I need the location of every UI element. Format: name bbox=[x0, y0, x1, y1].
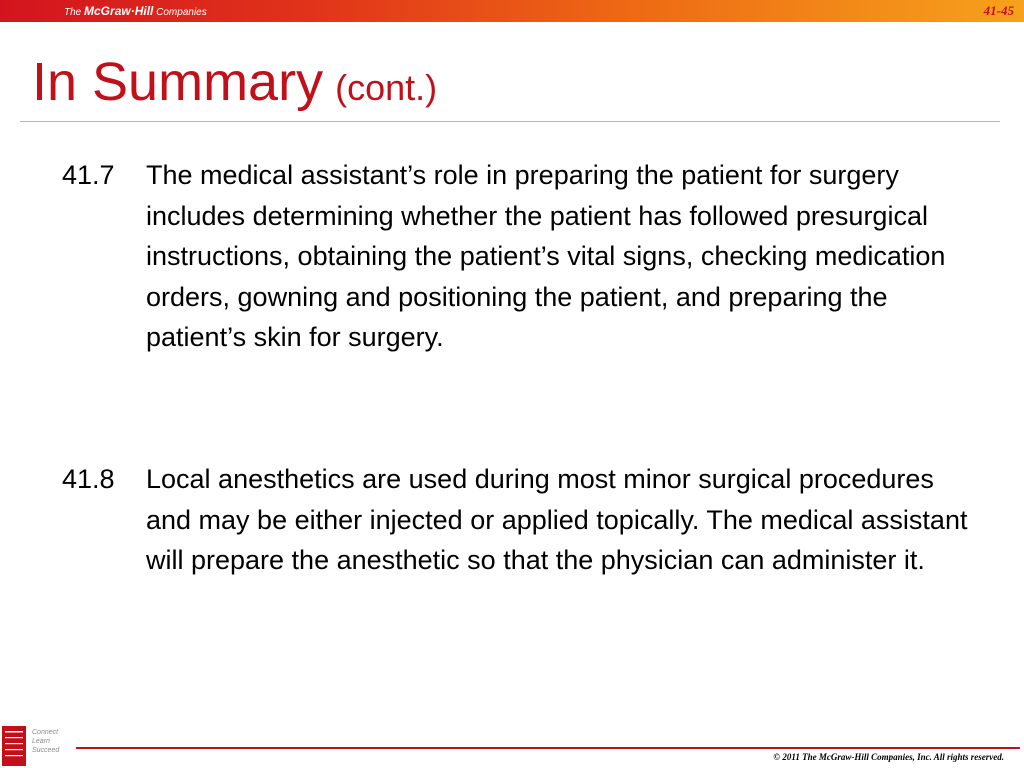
logo-the: The bbox=[64, 7, 85, 18]
copyright-notice: © 2011 The McGraw-Hill Companies, Inc. All rights reserved. bbox=[773, 752, 1004, 762]
logo-companies: Companies bbox=[153, 7, 207, 18]
slide-number: 41-45 bbox=[983, 3, 1014, 18]
tagline-succeed: Succeed bbox=[32, 747, 60, 754]
item-number: 41.8 bbox=[62, 464, 115, 494]
summary-item bbox=[62, 155, 982, 358]
footer-tagline bbox=[32, 728, 59, 755]
header-bar bbox=[0, 0, 1024, 22]
item-text: The medical assistant’s role in preparing the patient for surgery includes determining whether the patient has followed presurgical instructions, obtaining the patient’s vital signs, checking medication orders, gowning and positioning the patient, and preparing the patient’s skin for surgery. bbox=[146, 160, 946, 352]
logo-brand: McGraw·Hill bbox=[84, 4, 154, 18]
summary-item bbox=[62, 459, 982, 581]
logo-mark-icon bbox=[4, 729, 24, 763]
item-text: Local anesthetics are used during most minor surgical procedures and may be either injected or applied topically. The medical assistant will prepare the anesthetic so that the physician can administer it. bbox=[146, 464, 968, 575]
tagline-connect: Connect bbox=[32, 729, 59, 736]
mcgraw-hill-footer-logo-icon bbox=[2, 726, 26, 766]
footer-divider bbox=[76, 747, 1020, 749]
title-suffix: (cont.) bbox=[335, 67, 438, 108]
title-divider bbox=[20, 121, 1000, 122]
mcgraw-hill-logo bbox=[64, 4, 207, 20]
title-main: In Summary bbox=[32, 52, 324, 112]
item-number: 41.7 bbox=[62, 160, 115, 190]
slide-title bbox=[32, 50, 437, 120]
tagline-learn: Learn bbox=[32, 738, 50, 745]
